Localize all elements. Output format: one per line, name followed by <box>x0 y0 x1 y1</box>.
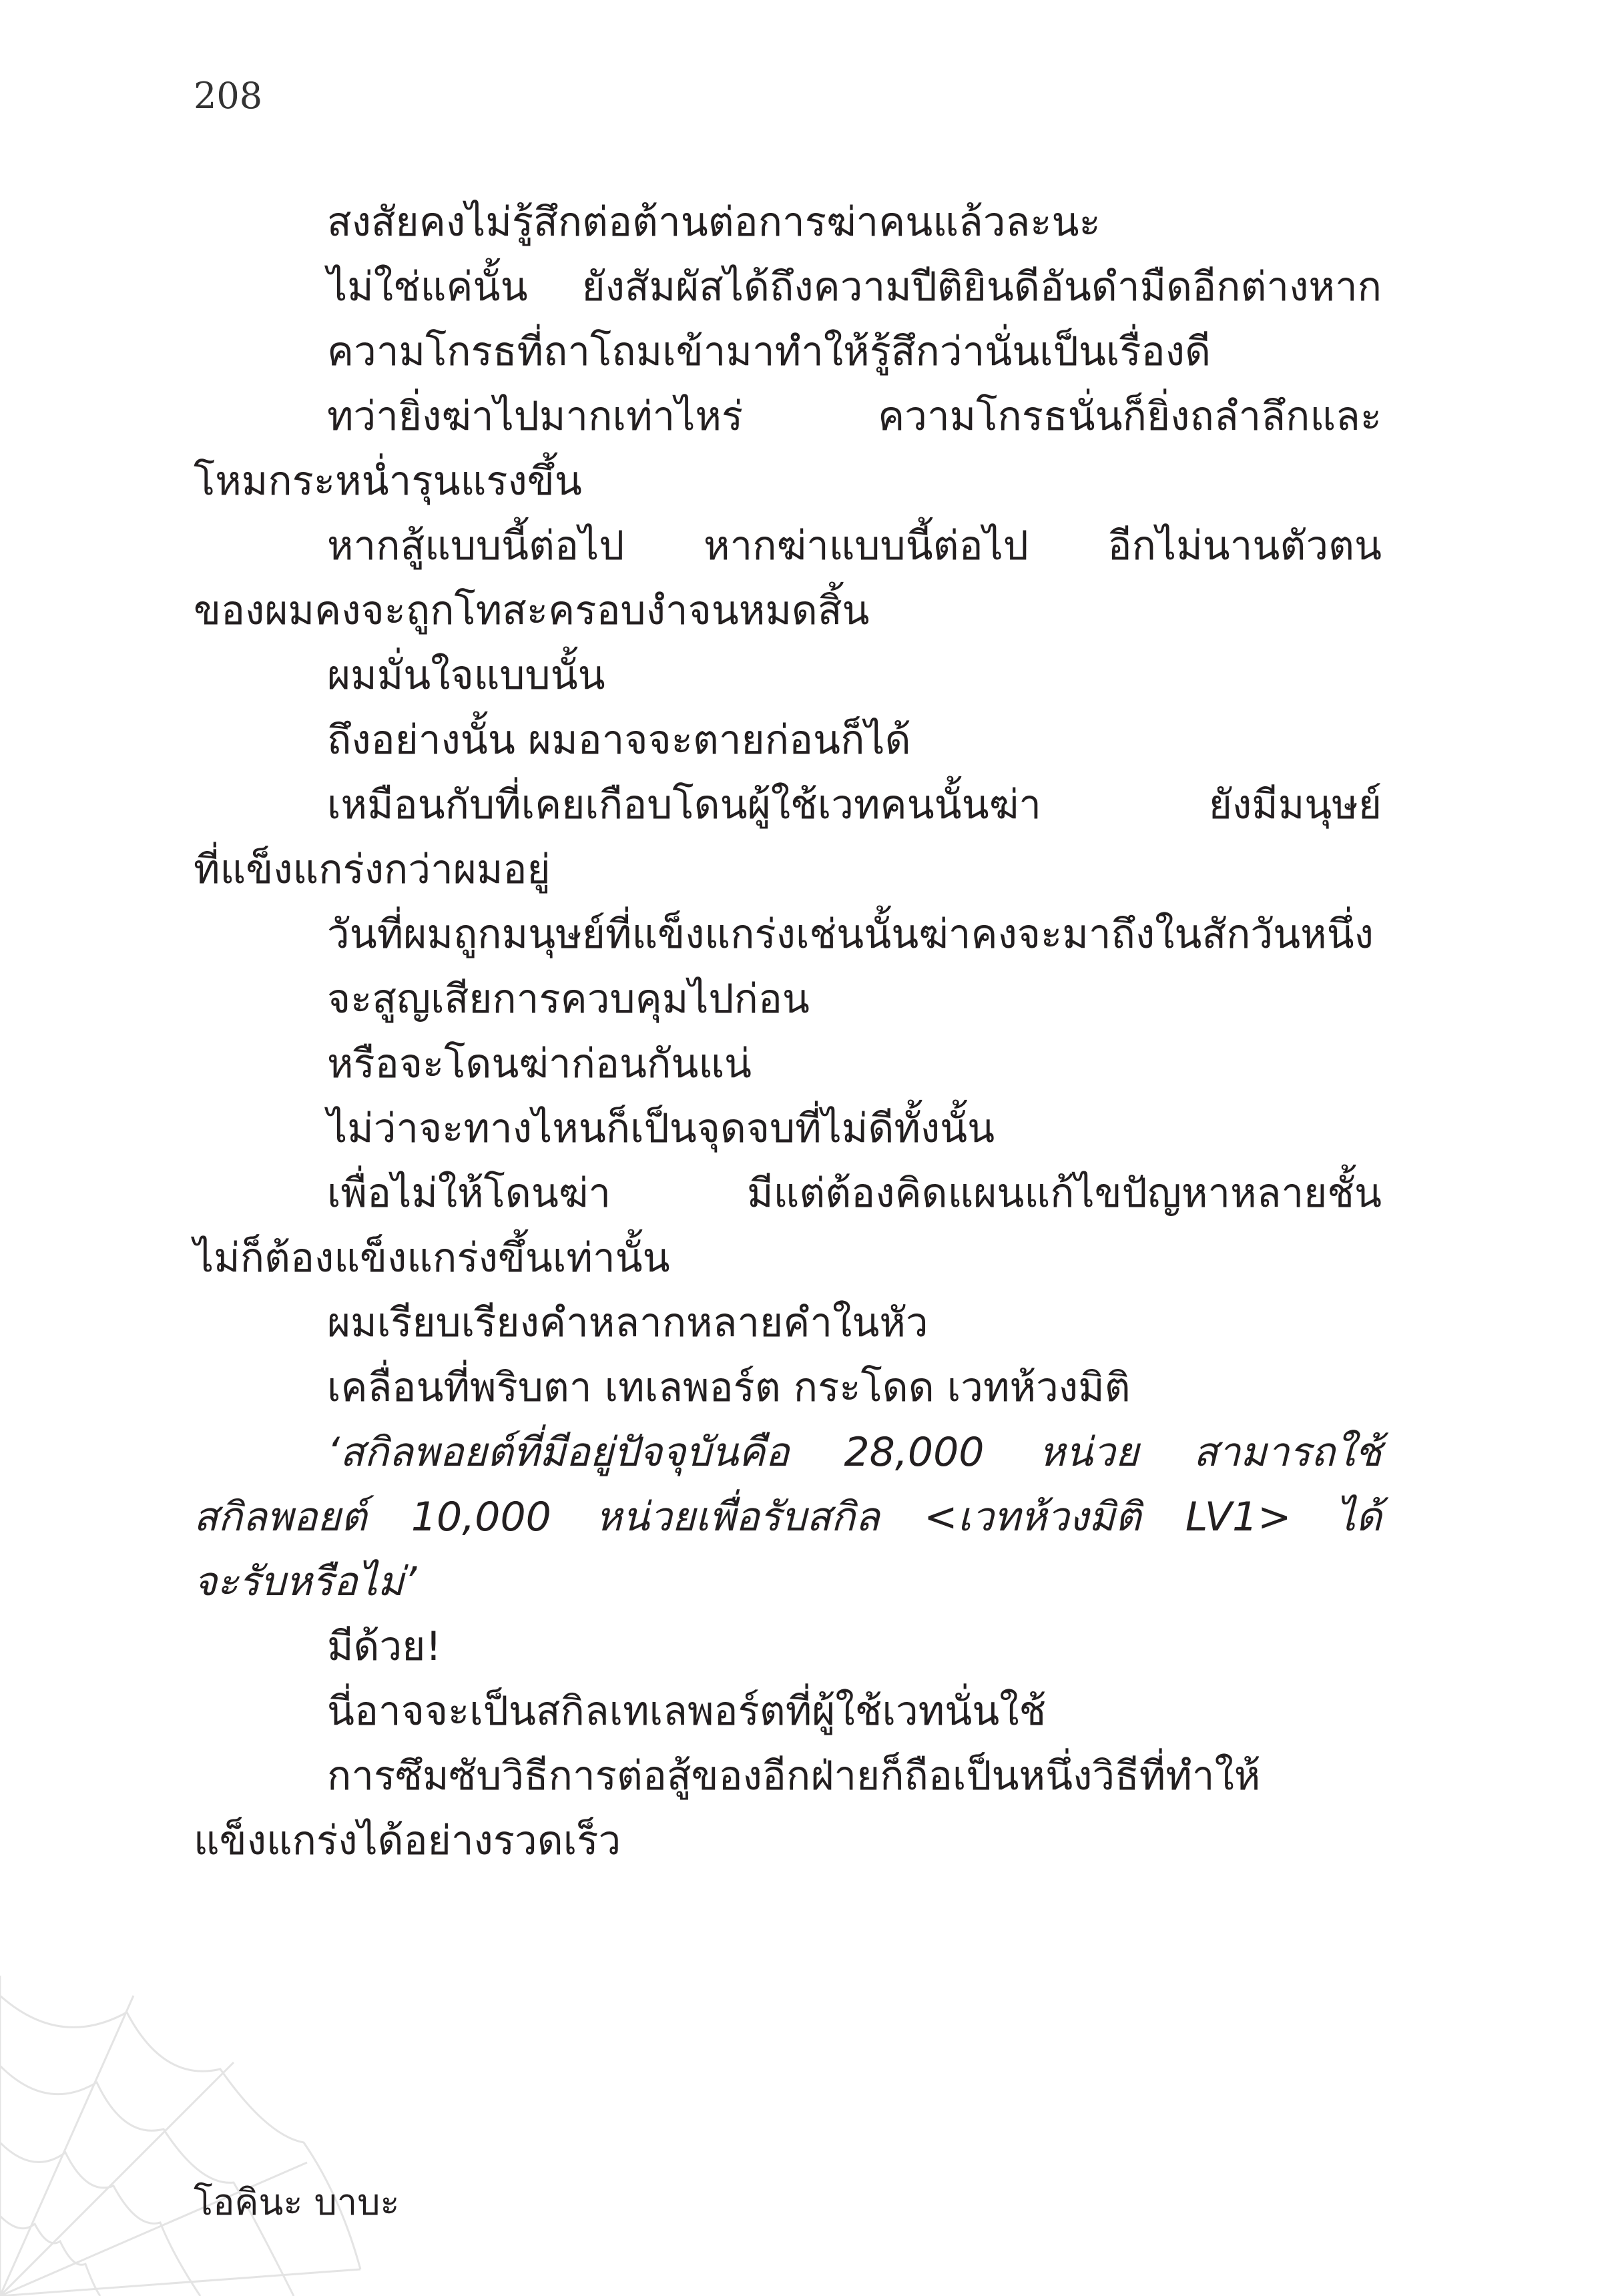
text-line: ‘สกิลพอยต์ที่มีอยู่ปัจจุบันคือ 28,000 หน่วย สามารถใช้ <box>327 1429 1382 1476</box>
text-line: ผมเรียบเรียงคำหลากหลายคำในหัว <box>327 1300 928 1346</box>
text-line: ความโกรธที่ถาโถมเข้ามาทำให้รู้สึกว่านั่นเป็นเรื่องดี <box>327 328 1211 375</box>
text-line: นี่อาจจะเป็นสกิลเทเลพอร์ตที่ผู้ใช้เวทนั่นใช้ <box>327 1688 1047 1735</box>
text-line: การซึมซับวิธีการต่อสู้ของอีกฝ่ายก็ถือเป็นหนึ่งวิธีที่ทำให้ <box>327 1753 1261 1799</box>
text-line: แข็งแกร่งได้อย่างรวดเร็ว <box>194 1817 621 1864</box>
page-number: 208 <box>194 75 263 117</box>
text-line: มีด้วย! <box>327 1623 442 1670</box>
body-text <box>194 190 1382 1874</box>
text-line: ของผมคงจะถูกโทสะครอบงำจนหมดสิ้น <box>194 587 870 634</box>
text-line: เหมือนกับที่เคยเกือบโดนผู้ใช้เวทคนนั้นฆ่า ยังมีมนุษย์ <box>327 782 1382 828</box>
text-line: ทว่ายิ่งฆ่าไปมากเท่าไหร่ ความโกรธนั่นก็ยิ่งถลำลึกและ <box>327 393 1382 440</box>
text-line: หรือจะโดนฆ่าก่อนกันแน่ <box>327 1041 752 1087</box>
text-line: เคลื่อนที่พริบตา เทเลพอร์ต กระโดด เวทห้วงมิติ <box>327 1364 1131 1411</box>
text-line: เพื่อไม่ให้โดนฆ่า มีแต่ต้องคิดแผนแก้ไขปัญหาหลายชั้น <box>327 1170 1382 1217</box>
text-line: ไม่ก็ต้องแข็งแกร่งขึ้นเท่านั้น <box>194 1235 670 1281</box>
spider-web-decoration <box>0 1922 374 2296</box>
text-line: หากสู้แบบนี้ต่อไป หากฆ่าแบบนี้ต่อไป อีกไม่นานตัวตน <box>327 523 1382 569</box>
text-line: ไม่ใช่แค่นั้น ยังสัมผัสได้ถึงความปีติยินดีอันดำมืดอีกต่างหาก <box>327 264 1382 310</box>
text-line: โหมกระหน่ำรุนแรงขึ้น <box>194 458 582 505</box>
text-line: สกิลพอยต์ 10,000 หน่วยเพื่อรับสกิล <เวทห้วงมิติ LV1> ได้ <box>194 1494 1382 1540</box>
text-line: ที่แข็งแกร่งกว่าผมอยู่ <box>194 846 551 893</box>
text-line: สงสัยคงไม่รู้สึกต่อต้านต่อการฆ่าคนแล้วละนะ <box>327 199 1101 246</box>
text-line: ไม่ว่าจะทางไหนก็เป็นจุดจบที่ไม่ดีทั้งนั้น <box>327 1105 995 1152</box>
footer-author: โอคินะ บาบะ <box>194 2181 400 2223</box>
text-line: จะรับหรือไม่’ <box>194 1558 417 1605</box>
text-line: ถึงอย่างนั้น ผมอาจจะตายก่อนก็ได้ <box>327 717 911 764</box>
text-line: วันที่ผมถูกมนุษย์ที่แข็งแกร่งเช่นนั้นฆ่าคงจะมาถึงในสักวันหนึ่ง <box>327 911 1374 958</box>
text-line: ผมมั่นใจแบบนั้น <box>327 652 605 699</box>
text-line: จะสูญเสียการควบคุมไปก่อน <box>327 976 810 1023</box>
